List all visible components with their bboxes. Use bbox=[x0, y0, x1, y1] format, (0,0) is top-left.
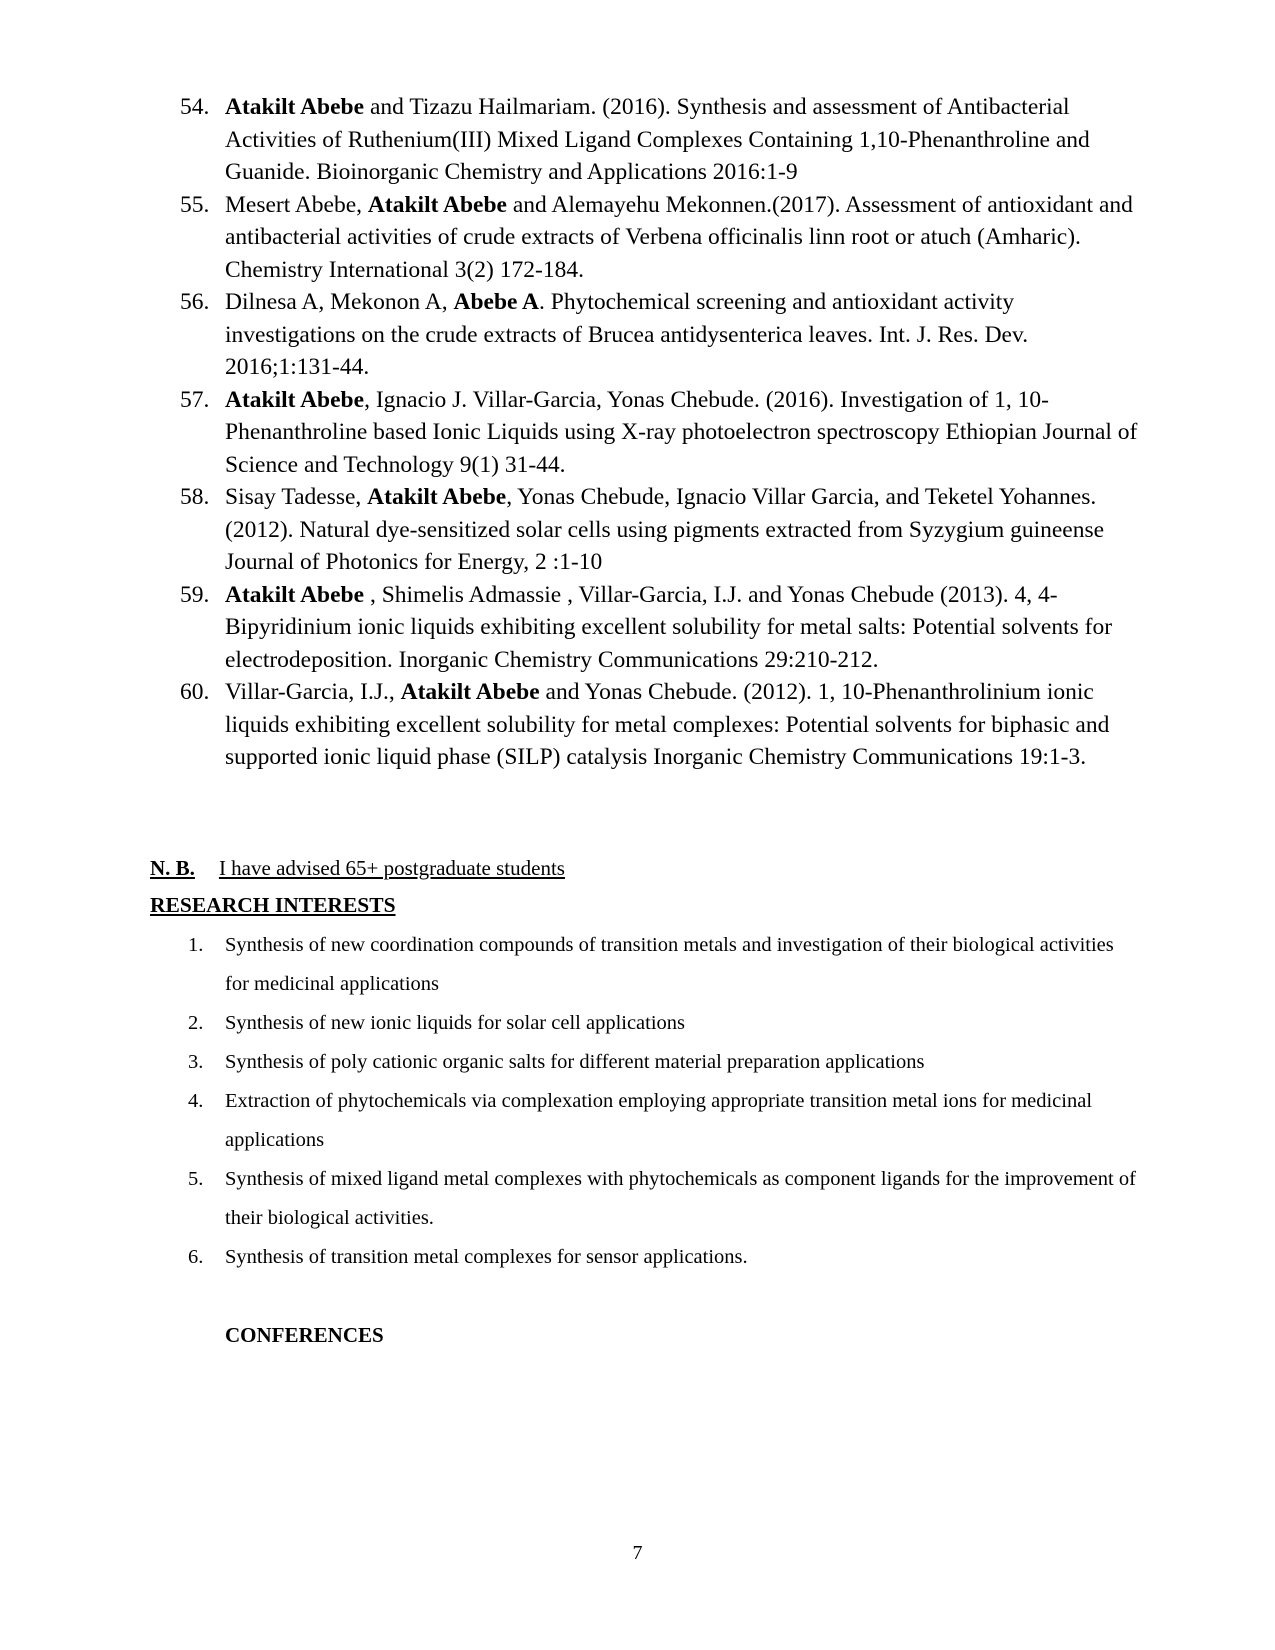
publication-number: 56. bbox=[180, 289, 210, 315]
list-item-number: 1. bbox=[188, 934, 204, 956]
conferences-heading: CONFERENCES bbox=[225, 1323, 384, 1347]
list-item bbox=[180, 1004, 1140, 1043]
publication-text-post: and Yonas Chebude. (2012). 1, 10-Phenanthrolinium ionic liquids exhibiting excellent solubility for metal complexes: Potential solvents for biphasic and supported ionic liquid phase (SILP) catalysis Inorganic Chemistry Communications 19:1-3. bbox=[225, 679, 1110, 770]
list-item-text: Synthesis of poly cationic organic salts for different material preparation applications bbox=[225, 1051, 925, 1073]
list-item-text: Synthesis of new coordination compounds of transition metals and investigation of their biological activities for medicinal applications bbox=[225, 934, 1114, 995]
highlighted-author: Atakilt Abebe bbox=[367, 191, 507, 218]
publication-number: 60. bbox=[180, 679, 210, 705]
list-item bbox=[180, 1043, 1140, 1082]
publication-text-post: , Shimelis Admassie , Villar-Garcia, I.J. and Yonas Chebude (2013). 4, 4-Bipyridinium ionic liquids exhibiting excellent solubility for metal salts: Potential solvents for electrodeposition. Inorganic Chemistry Communications 29:210-212. bbox=[225, 581, 1113, 673]
list-item-number: 6. bbox=[188, 1246, 204, 1268]
publication-text-post: and Tizazu Hailmariam. (2016). Synthesis and assessment of Antibacterial Activities of Ruthenium(III) Mixed Ligand Complexes Containing 1,10-Phenanthroline and Guanide. Bioinorganic Chemistry and Applications 2016:1-9 bbox=[225, 94, 1090, 185]
publication-number: 55. bbox=[180, 191, 210, 218]
publication-text-post: and Alemayehu Mekonnen.(2017). Assessment of antioxidant and antibacterial activities of crude extracts of Verbena officinalis linn root or atuch (Amharic). Chemistry International 3(2) 172-184. bbox=[225, 191, 1133, 283]
publication-text-pre: Dilnesa A, Mekonon A, bbox=[225, 289, 454, 315]
publication-item bbox=[180, 481, 1140, 579]
publication-text-post: , Ignacio J. Villar-Garcia, Yonas Chebude. (2016). Investigation of 1, 10-Phenanthroline based Ionic Liquids using X-ray photoelectron spectroscopy Ethiopian Journal of Science and Technology 9(1) 31-44. bbox=[225, 386, 1138, 478]
list-item-text: Synthesis of transition metal complexes for sensor applications. bbox=[225, 1246, 748, 1268]
publication-number: 58. bbox=[180, 484, 210, 510]
publication-list bbox=[180, 91, 1140, 774]
research-interests-heading: RESEARCH INTERESTS bbox=[150, 893, 396, 917]
list-item-number: 2. bbox=[188, 1012, 204, 1034]
highlighted-author: Abebe A bbox=[453, 289, 539, 315]
publication-item bbox=[180, 189, 1140, 287]
publication-text-post: , Yonas Chebude, Ignacio Villar Garcia, and Teketel Yohannes. (2012). Natural dye-sensitized solar cells using pigments extracted from Syzygium guineense Journal of Photonics for Energy, 2 :1-10 bbox=[225, 484, 1105, 575]
research-interests-list bbox=[180, 926, 1140, 1277]
highlighted-author: Atakilt Abebe bbox=[225, 386, 365, 413]
publication-item bbox=[180, 286, 1140, 384]
list-item bbox=[180, 1160, 1140, 1238]
list-item bbox=[180, 1082, 1140, 1160]
publication-text-pre: Villar-Garcia, I.J., bbox=[225, 679, 401, 705]
publication-item bbox=[180, 579, 1140, 677]
list-item-text: Extraction of phytochemicals via complexation employing appropriate transition metal ions for medicinal applications bbox=[225, 1090, 1093, 1151]
highlighted-author: Atakilt Abebe bbox=[400, 679, 540, 705]
nb-label: N. B. bbox=[150, 856, 195, 880]
publication-number: 57. bbox=[180, 386, 210, 413]
publication-text-pre: Sisay Tadesse, bbox=[225, 484, 368, 510]
highlighted-author: Atakilt Abebe bbox=[367, 484, 507, 510]
list-item bbox=[180, 926, 1140, 1004]
nb-text: I have advised 65+ postgraduate students bbox=[218, 856, 565, 880]
page-number: 7 bbox=[632, 1542, 643, 1564]
publication-text-pre: Mesert Abebe, bbox=[225, 191, 368, 218]
list-item-number: 3. bbox=[188, 1051, 204, 1073]
publication-item bbox=[180, 91, 1140, 189]
publication-item bbox=[180, 384, 1140, 482]
list-item-number: 4. bbox=[188, 1090, 204, 1112]
publication-text-post: . Phytochemical screening and antioxidant activity investigations on the crude extracts of Brucea antidysenterica leaves. Int. J. Res. Dev. 2016;1:131-44. bbox=[225, 289, 1029, 380]
list-item-text: Synthesis of mixed ligand metal complexes with phytochemicals as component ligands for the improvement of their biological activities. bbox=[225, 1168, 1136, 1229]
highlighted-author: Atakilt Abebe bbox=[225, 94, 365, 120]
publication-number: 54. bbox=[180, 94, 210, 120]
list-item-text: Synthesis of new ionic liquids for solar cell applications bbox=[225, 1012, 686, 1034]
publication-number: 59. bbox=[180, 581, 210, 608]
publication-item bbox=[180, 676, 1140, 774]
highlighted-author: Atakilt Abebe bbox=[225, 581, 365, 608]
nb-note bbox=[150, 855, 565, 881]
list-item-number: 5. bbox=[188, 1168, 204, 1190]
list-item bbox=[180, 1238, 1140, 1277]
